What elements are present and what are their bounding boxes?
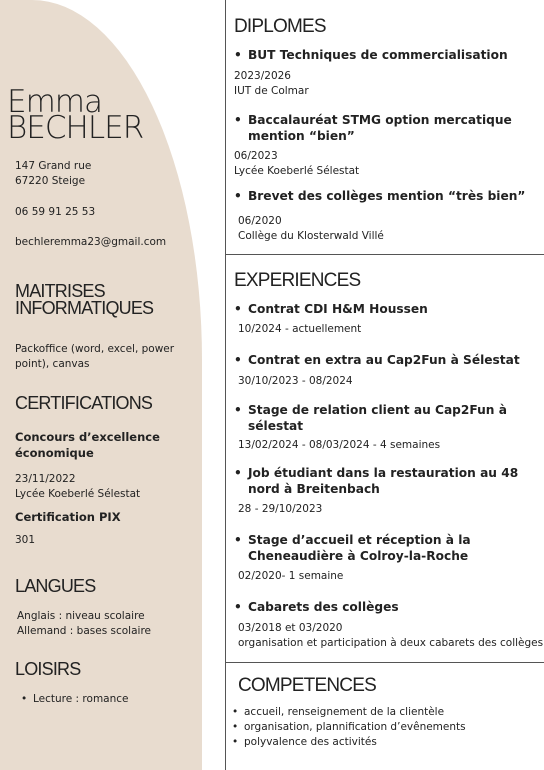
diploma-2-date: 06/2023	[234, 150, 278, 162]
diploma-3-title: • Brevet des collèges mention “très bien”	[234, 189, 526, 203]
diploma-2-details	[234, 149, 359, 179]
section-divider-1	[225, 254, 544, 255]
cert1-title	[15, 429, 160, 461]
hobbies-list	[19, 692, 129, 707]
contact-email: bechleremma23@gmail.com	[15, 236, 167, 248]
diploma-2-title: • Baccalauréat STMG option mercatique mention “bien”	[234, 113, 512, 143]
competence-item: • polyvalence des activités	[230, 735, 466, 750]
experience-2-title: • Contrat en extra au Cap2Fun à Sélestat	[234, 353, 520, 367]
experience-1-title: • Contrat CDI H&M Houssen	[234, 302, 428, 316]
experience-3-date: 13/02/2024 - 08/03/2024 - 4 semaines	[238, 439, 441, 451]
language-german: Allemand : bases scolaire	[17, 625, 151, 637]
experience-6-description: organisation et participation à deux cabarets des collèges	[238, 637, 544, 649]
experience-3-title: • Stage de relation client au Cap2Fun à sélestat	[234, 403, 507, 433]
language-english: Anglais : niveau scolaire	[17, 610, 145, 622]
hobby-item: • Lecture : romance	[19, 692, 129, 707]
address-line-2: 67220 Steige	[15, 175, 86, 187]
cert1-title-line-1: Concours d’excellence	[15, 430, 160, 444]
cert1-place: Lycée Koeberlé Sélestat	[15, 488, 141, 500]
experience-4-date: 28 - 29/10/2023	[238, 503, 323, 515]
cert1-details	[15, 472, 140, 502]
experience-5-title: • Stage d’accueil et réception à la Cheneaudière à Colroy-la-Roche	[234, 533, 471, 563]
diploma-2-place: Lycée Koeberlé Sélestat	[234, 165, 360, 177]
languages-list	[17, 609, 151, 639]
experience-6-date: 03/2018 et 03/2020	[238, 622, 343, 634]
diplomes-heading: DIPLOMES	[234, 16, 326, 37]
contact-phone: 06 59 91 25 53	[15, 206, 96, 218]
it-skills-text-line-1: Packoffice (word, excel, power	[15, 343, 175, 355]
experience-6-details	[238, 621, 543, 651]
experience-5-date: 02/2020- 1 semaine	[238, 570, 344, 582]
competences-list	[230, 705, 466, 750]
it-skills-text	[15, 342, 174, 372]
diploma-1-title: • BUT Techniques de commercialisation	[234, 48, 508, 62]
cert2-value: 301	[15, 534, 36, 546]
diploma-3-date: 06/2020	[238, 215, 282, 227]
section-divider-2	[225, 662, 544, 663]
experience-1-date: 10/2024 - actuellement	[238, 323, 362, 335]
diploma-1-date: 2023/2026	[234, 70, 291, 82]
diploma-1-details	[234, 69, 309, 99]
diploma-3-details	[238, 214, 384, 244]
competences-heading: COMPETENCES	[238, 675, 376, 696]
contact-address	[15, 159, 91, 189]
experience-2-date: 30/10/2023 - 08/2024	[238, 375, 353, 387]
experiences-heading: EXPERIENCES	[234, 270, 361, 291]
certifications-heading: CERTIFICATIONS	[15, 393, 153, 413]
first-name: Emma	[7, 84, 102, 120]
last-name: BECHLER	[7, 110, 144, 146]
experience-4-title: • Job étudiant dans la restauration au 48 nord à Breitenbach	[234, 466, 519, 496]
it-skills-text-line-2: point), canvas	[15, 358, 90, 370]
diploma-1-place: IUT de Colmar	[234, 85, 309, 97]
experience-6-title: • Cabarets des collèges	[234, 600, 399, 614]
cert1-date: 23/11/2022	[15, 473, 76, 485]
cert1-title-line-2: économique	[15, 446, 94, 460]
diploma-3-place: Collège du Klosterwald Villé	[238, 230, 384, 242]
competence-item: • accueil, renseignement de la clientèle	[230, 705, 466, 720]
address-line-1: 147 Grand rue	[15, 160, 92, 172]
it-skills-heading	[15, 283, 153, 317]
cert2-title: Certification PIX	[15, 510, 121, 524]
it-skills-heading-line-1: MAITRISES	[15, 281, 105, 301]
it-skills-heading-line-2: INFORMATIQUES	[15, 298, 154, 318]
languages-heading: LANGUES	[15, 576, 96, 596]
column-divider	[225, 0, 226, 770]
competence-item: • organisation, plannification d’evênements	[230, 720, 466, 735]
hobbies-heading: LOISIRS	[15, 659, 81, 679]
